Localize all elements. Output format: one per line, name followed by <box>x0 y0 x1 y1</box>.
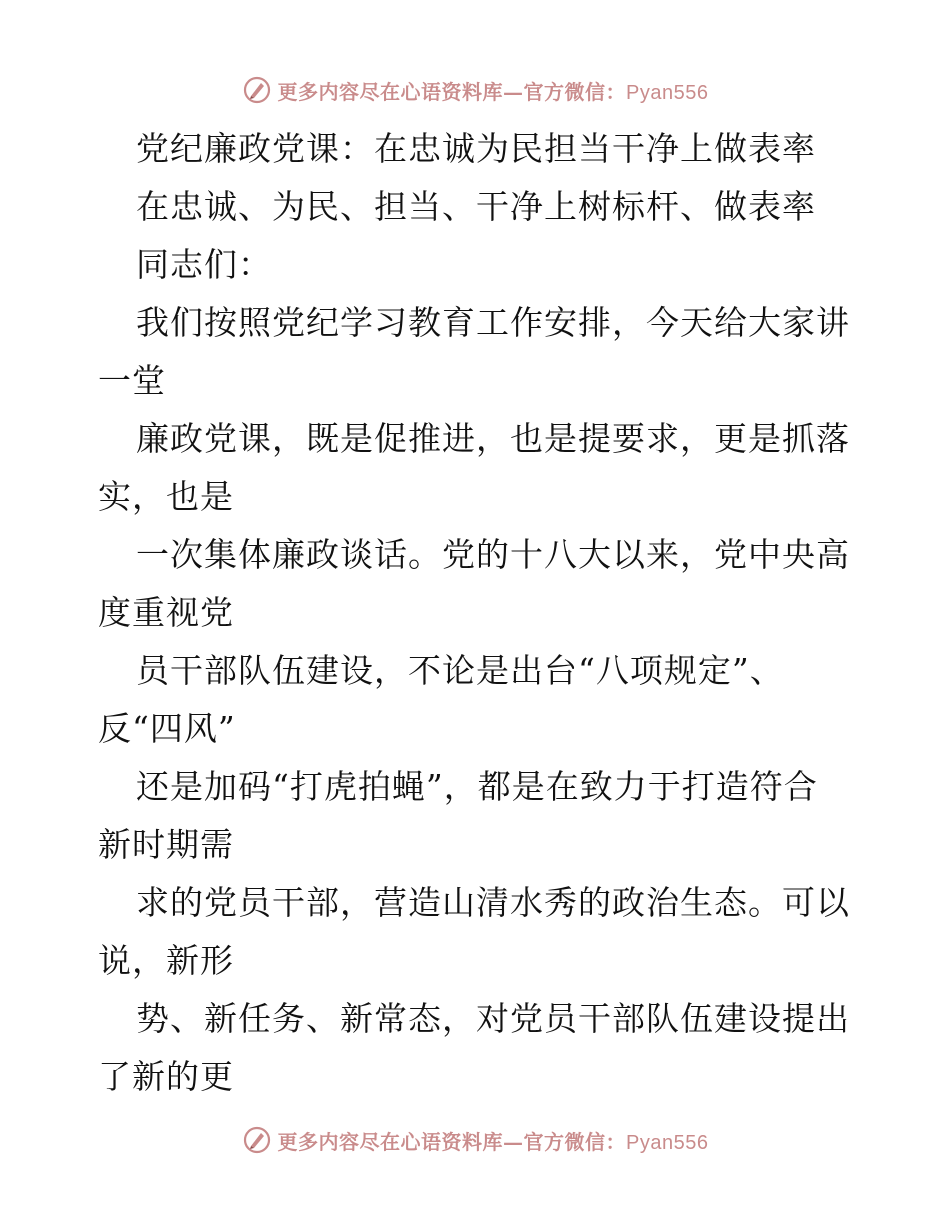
salutation: 同志们： <box>136 245 272 284</box>
paragraph-line: 还是加码“打虎拍蝇”，都是在致力于打造符合 <box>136 767 818 806</box>
pen-nib-logo-icon <box>242 75 272 105</box>
paragraph-line: 我们按照党纪学习教育工作安排，今天给大家讲 <box>136 303 850 342</box>
document-subtitle: 在忠诚、为民、担当、干净上树标杆、做表率 <box>136 187 816 226</box>
paragraph-line: 员干部队伍建设，不论是出台“八项规定”、 <box>136 651 784 690</box>
footer-banner-text <box>278 1126 709 1155</box>
footer-banner-wechat-label: 官方微信： <box>523 1129 627 1154</box>
paragraph-line: 一次集体廉政谈话。党的十八大以来，党中央高 <box>136 535 850 574</box>
footer-banner-separator: — <box>503 1129 524 1154</box>
document-title: 党纪廉政党课：在忠诚为民担当干净上做表率 <box>136 129 816 168</box>
header-banner-title: 更多内容尽在心语资料库 <box>277 79 504 104</box>
paragraph-line: 实，也是 <box>98 477 234 516</box>
header-banner-wechat-id: Pyan556 <box>626 81 709 104</box>
paragraph-line: 度重视党 <box>98 593 234 632</box>
paragraph-line: 反“四风” <box>98 709 236 748</box>
paragraph-line: 廉政党课，既是促推进，也是提要求，更是抓落 <box>136 419 850 458</box>
header-watermark-banner <box>0 70 950 110</box>
footer-watermark-banner <box>0 1120 950 1160</box>
footer-banner-wechat-id: Pyan556 <box>626 1131 709 1154</box>
document-body <box>98 120 858 1106</box>
paragraph-line: 一堂 <box>98 361 166 400</box>
paragraph-line: 求的党员干部，营造山清水秀的政治生态。可以 <box>136 883 850 922</box>
header-banner-separator: — <box>503 79 524 104</box>
header-banner-wechat-label: 官方微信： <box>523 79 627 104</box>
pen-nib-logo-icon <box>242 1125 272 1155</box>
paragraph-line: 说，新形 <box>98 941 234 980</box>
paragraph-line: 新时期需 <box>98 825 234 864</box>
footer-banner-title: 更多内容尽在心语资料库 <box>277 1129 504 1154</box>
paragraph-line: 势、新任务、新常态，对党员干部队伍建设提出 <box>136 999 850 1038</box>
paragraph-line: 了新的更 <box>98 1057 234 1096</box>
header-banner-text <box>278 76 709 105</box>
